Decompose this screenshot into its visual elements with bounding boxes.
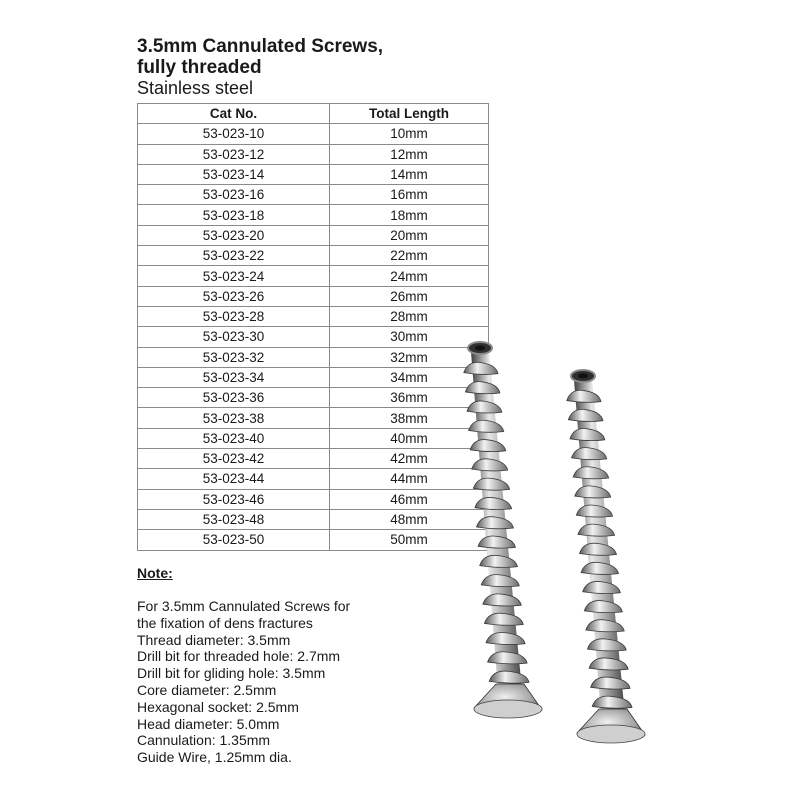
screw-thread-turn [480,555,518,567]
note-line: Thread diameter: 3.5mm [137,631,291,648]
total-length-cell: 24mm [330,266,489,286]
title-line-1: 3.5mm Cannulated Screws, [137,36,384,57]
cat-no-cell: 53-023-22 [138,246,330,266]
screw-thread-turn [475,497,512,509]
note-line: Core diameter: 2.5mm [137,681,277,698]
table-row [138,124,489,144]
total-length-cell: 46mm [330,489,489,509]
screw-thread-turn [465,382,500,394]
screw-thread-turn [477,517,514,529]
column-header-cat-no: Cat No. [138,104,330,124]
note-line: Drill bit for gliding hole: 3.5mm [137,665,326,682]
screw-thread-turn [583,581,621,593]
cat-no-cell: 53-023-30 [138,327,330,347]
note-line: For 3.5mm Cannulated Screws for [137,598,351,614]
cat-no-cell: 53-023-34 [138,367,330,387]
screw-thread-turn [580,543,617,555]
table-row [138,164,489,184]
catalog-table [137,103,489,551]
table-row [138,428,489,448]
table-row [138,530,489,550]
table-row [138,225,489,245]
note-line: Drill bit for threaded hole: 2.7mm [137,648,341,665]
cat-no-cell: 53-023-46 [138,489,330,509]
screw-thread-turn [589,658,628,670]
screw-thread-turn [464,362,498,374]
total-length-cell: 48mm [330,509,489,529]
table-row [138,327,489,347]
cat-no-cell: 53-023-36 [138,388,330,408]
table-row [138,388,489,408]
total-length-cell: 18mm [330,205,489,225]
table-row [138,205,489,225]
table-header-row [138,104,489,124]
note-heading: Note: [137,565,173,581]
screw-thread-turn [473,478,509,490]
screw-thread-turn [467,401,502,413]
note-line: the fixation of dens fractures [137,614,313,631]
screw-thread-turn [481,575,519,587]
screw-thread-turn [587,639,626,651]
cat-no-cell: 53-023-38 [138,408,330,428]
cat-no-cell: 53-023-44 [138,469,330,489]
screw-thread-turn [575,486,611,498]
screw-thread-turn [584,601,622,613]
table-row [138,408,489,428]
total-length-cell: 34mm [330,367,489,387]
screw-thread-turn [486,632,525,644]
table-row [138,286,489,306]
cat-no-cell: 53-023-20 [138,225,330,245]
total-length-cell: 12mm [330,144,489,164]
total-length-cell: 50mm [330,530,489,550]
screw-thread-turn [478,536,515,548]
table-row [138,306,489,326]
total-length-cell: 44mm [330,469,489,489]
total-length-cell: 40mm [330,428,489,448]
table-body [138,124,489,550]
page-title [137,36,383,78]
total-length-cell: 42mm [330,449,489,469]
screw-thread-turn [576,505,612,517]
total-length-cell: 10mm [330,124,489,144]
total-length-cell: 36mm [330,388,489,408]
screw-thread-turn [572,448,607,460]
total-length-cell: 28mm [330,306,489,326]
table-row [138,246,489,266]
cat-no-cell: 53-023-26 [138,286,330,306]
note-line: Guide Wire, 1.25mm dia. [137,749,292,766]
cat-no-cell: 53-023-10 [138,124,330,144]
total-length-cell: 14mm [330,164,489,184]
screw-thread-turn [581,562,618,574]
screw-thread-turn [573,467,609,479]
screw-thread-turn [488,652,527,664]
table-row [138,367,489,387]
total-length-cell: 16mm [330,185,489,205]
cat-no-cell: 53-023-28 [138,306,330,326]
screw-thread-turn [484,613,523,625]
table-row [138,489,489,509]
cat-no-cell: 53-023-18 [138,205,330,225]
cat-no-cell: 53-023-48 [138,509,330,529]
note-line: Hexagonal socket: 2.5mm [137,698,299,715]
total-length-cell: 32mm [330,347,489,367]
screw-thread-turn [591,677,630,689]
total-length-cell: 20mm [330,225,489,245]
note-line: Head diameter: 5.0mm [137,715,280,732]
note-list [137,598,350,766]
cat-no-cell: 53-023-24 [138,266,330,286]
screw-thread-turn [586,620,624,632]
table-row [138,347,489,367]
table-row [138,185,489,205]
screw-right [567,370,645,743]
column-header-total-length: Total Length [330,104,489,124]
screw-thread-turn [469,420,504,432]
total-length-cell: 38mm [330,408,489,428]
screw-thread-turn [567,390,601,402]
total-length-cell: 22mm [330,246,489,266]
screw-illustration [450,330,680,760]
screw-thread-turn [489,671,529,683]
screw-thread-turn [470,440,506,452]
screw-thread-turn [568,409,603,421]
screw-thread-turn [472,459,508,471]
total-length-cell: 30mm [330,327,489,347]
cat-no-cell: 53-023-32 [138,347,330,367]
title-line-2: fully threaded [137,57,262,78]
total-length-cell: 26mm [330,286,489,306]
screw-left [464,342,542,718]
cat-no-cell: 53-023-14 [138,164,330,184]
table-row [138,449,489,469]
note-line: Cannulation: 1.35mm [137,732,271,749]
table-row [138,469,489,489]
cat-no-cell: 53-023-50 [138,530,330,550]
material-subtitle: Stainless steel [137,78,254,98]
screw-thread-turn [578,524,615,536]
cat-no-cell: 53-023-40 [138,428,330,448]
cat-no-cell: 53-023-16 [138,185,330,205]
screw-thread-turn [570,429,605,441]
cat-no-cell: 53-023-12 [138,144,330,164]
cat-no-cell: 53-023-42 [138,449,330,469]
table-row [138,266,489,286]
table-row [138,509,489,529]
table-row [138,144,489,164]
screw-thread-turn [592,696,632,708]
screw-thread-turn [483,594,521,606]
